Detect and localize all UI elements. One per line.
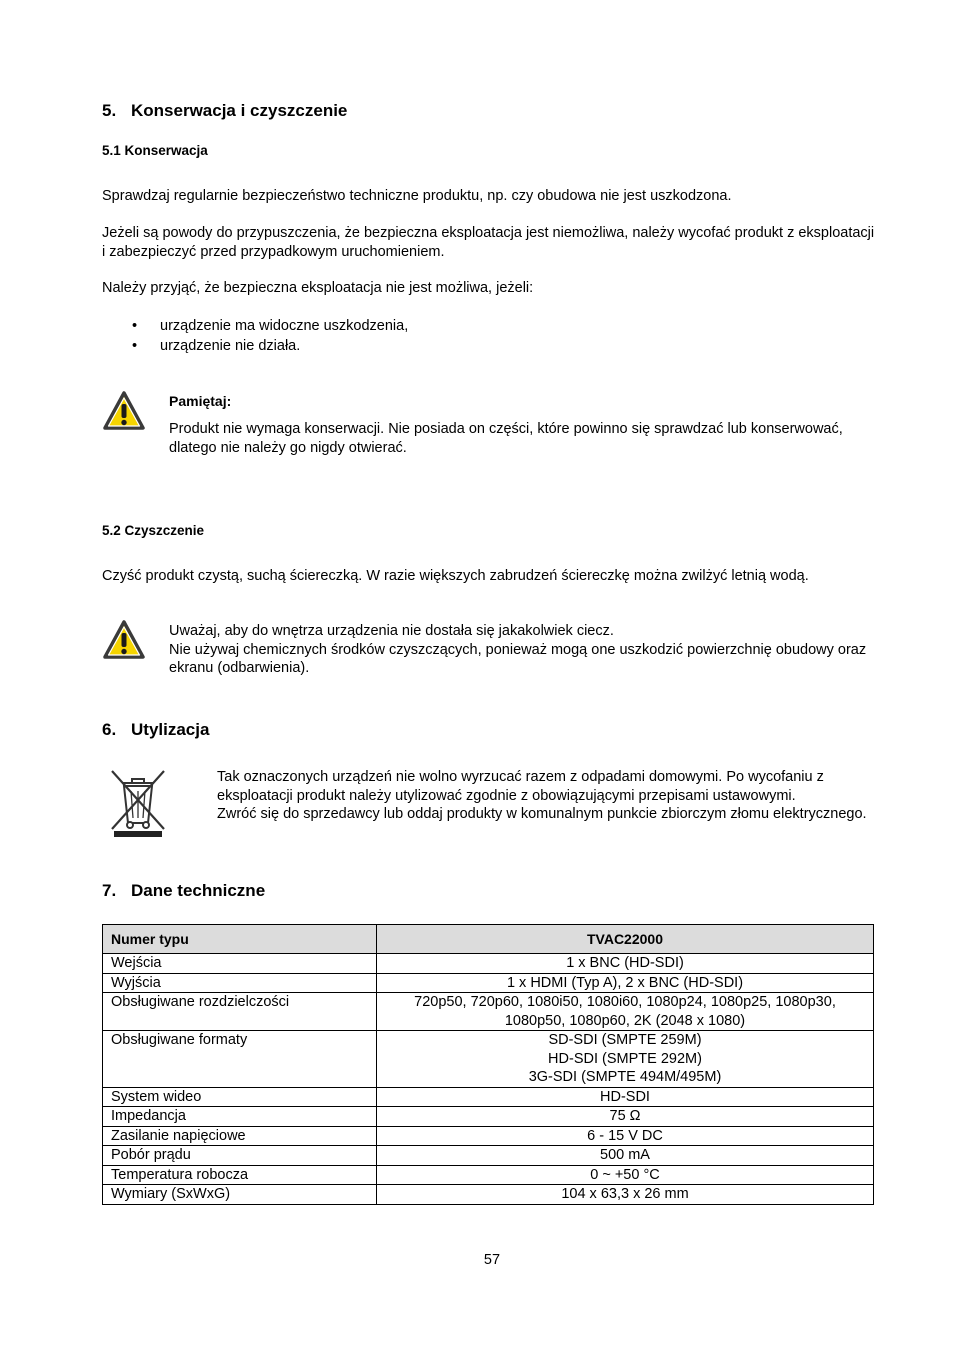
table-row (103, 1107, 874, 1127)
table-cell-value: 6 - 15 V DC (377, 1126, 874, 1146)
table-cell-label: System wideo (103, 1087, 377, 1107)
weee-bin-icon (108, 767, 168, 839)
warning-icon (102, 619, 146, 661)
section-6-heading: 6. Utylizacja (102, 720, 210, 739)
spec-table (102, 924, 874, 1205)
bullet-icon: • (132, 318, 138, 334)
bullet-icon: • (132, 338, 138, 354)
table-cell-value: 104 x 63,3 x 26 mm (377, 1185, 874, 1205)
table-row (103, 1031, 874, 1088)
list-item: • urządzenie ma widoczne uszkodzenia, (132, 318, 409, 334)
table-cell-label: Impedancja (103, 1107, 377, 1127)
warning-text: Uważaj, aby do wnętrza urządzenia nie dostała się jakakolwiek ciecz. Nie używaj chemicznych środków czyszczących, ponieważ mogą one uszkodzić powierzchnię obudowy oraz ekranu (odbarwienia). (169, 623, 867, 676)
table-row (103, 954, 874, 974)
table-row (103, 973, 874, 993)
paragraph: Należy przyjąć, że bezpieczna eksploatacja nie jest możliwa, jeżeli: (102, 280, 534, 296)
table-cell-value: SD-SDI (SMPTE 259M) HD-SDI (SMPTE 292M) 3G-SDI (SMPTE 494M/495M) (377, 1031, 874, 1088)
table-cell-label: Pobór prądu (103, 1146, 377, 1166)
paragraph: Sprawdzaj regularnie bezpieczeństwo techniczne produktu, np. czy obudowa nie jest uszkodzona. (102, 188, 732, 204)
table-cell-label: Wejścia (103, 954, 377, 974)
table-cell-value: 500 mA (377, 1146, 874, 1166)
table-row (103, 993, 874, 1031)
bullet-list (102, 316, 877, 356)
table-cell-value: 720p50, 720p60, 1080i50, 1080i60, 1080p24, 1080p25, 1080p30, 1080p50, 1080p60, 2K (2048 x 1080) (377, 993, 874, 1031)
table-row (103, 1146, 874, 1166)
page-number: 57 (483, 1252, 501, 1268)
table-cell-label: Zasilanie napięciowe (103, 1126, 377, 1146)
table-row (103, 1087, 874, 1107)
table-cell-label: Obsługiwane rozdzielczości (103, 993, 377, 1031)
table-cell-label: Temperatura robocza (103, 1165, 377, 1185)
table-cell-value: 1 x BNC (HD-SDI) (377, 954, 874, 974)
table-cell-label: Obsługiwane formaty (103, 1031, 377, 1088)
paragraph: Czyść produkt czystą, suchą ściereczką. W razie większych zabrudzeń ściereczkę można zwilżyć letnią wodą. (102, 568, 809, 584)
table-cell-value: 75 Ω (377, 1107, 874, 1127)
section-5-1-heading: 5.1 Konserwacja (102, 143, 208, 158)
table-row (103, 1126, 874, 1146)
table-row (103, 1185, 874, 1205)
table-header-cell: TVAC22000 (377, 925, 874, 954)
table-header-cell: Numer typu (103, 925, 377, 954)
disposal-text: Tak oznaczonych urządzeń nie wolno wyrzucać razem z odpadami domowymi. Po wycofaniu z eksploatacji produkt należy utylizować zgodnie z obowiązującymi przepisami ustawowymi. Zwróć się do sprzedawcy lub oddaj produkty w komunalnym punkcie zbiorczym złomu elektrycznego. (217, 769, 867, 822)
section-5-2-heading: 5.2 Czyszczenie (102, 523, 205, 538)
section-7-heading: 7. Dane techniczne (102, 881, 266, 900)
note-title: Pamiętaj: (169, 393, 232, 409)
table-row (103, 1165, 874, 1185)
table-cell-label: Wyjścia (103, 973, 377, 993)
section-5-heading: 5. Konserwacja i czyszczenie (102, 101, 348, 120)
list-item: • urządzenie nie działa. (132, 338, 301, 354)
table-cell-value: HD-SDI (377, 1087, 874, 1107)
table-cell-label: Wymiary (SxWxG) (103, 1185, 377, 1205)
table-cell-value: 0 ~ +50 °C (377, 1165, 874, 1185)
note-text: Produkt nie wymaga konserwacji. Nie posiada on części, które powinno się sprawdzać lub konserwować, dlatego nie należy go nigdy otwierać. (169, 421, 843, 456)
table-cell-value: 1 x HDMI (Typ A), 2 x BNC (HD-SDI) (377, 973, 874, 993)
paragraph: Jeżeli są powody do przypuszczenia, że bezpieczna eksploatacja jest niemożliwa, należy wycofać produkt z eksploatacji i zabezpieczyć przed przypadkowym uruchomieniem. (102, 225, 875, 260)
table-header-row (103, 925, 874, 954)
warning-icon (102, 390, 146, 432)
